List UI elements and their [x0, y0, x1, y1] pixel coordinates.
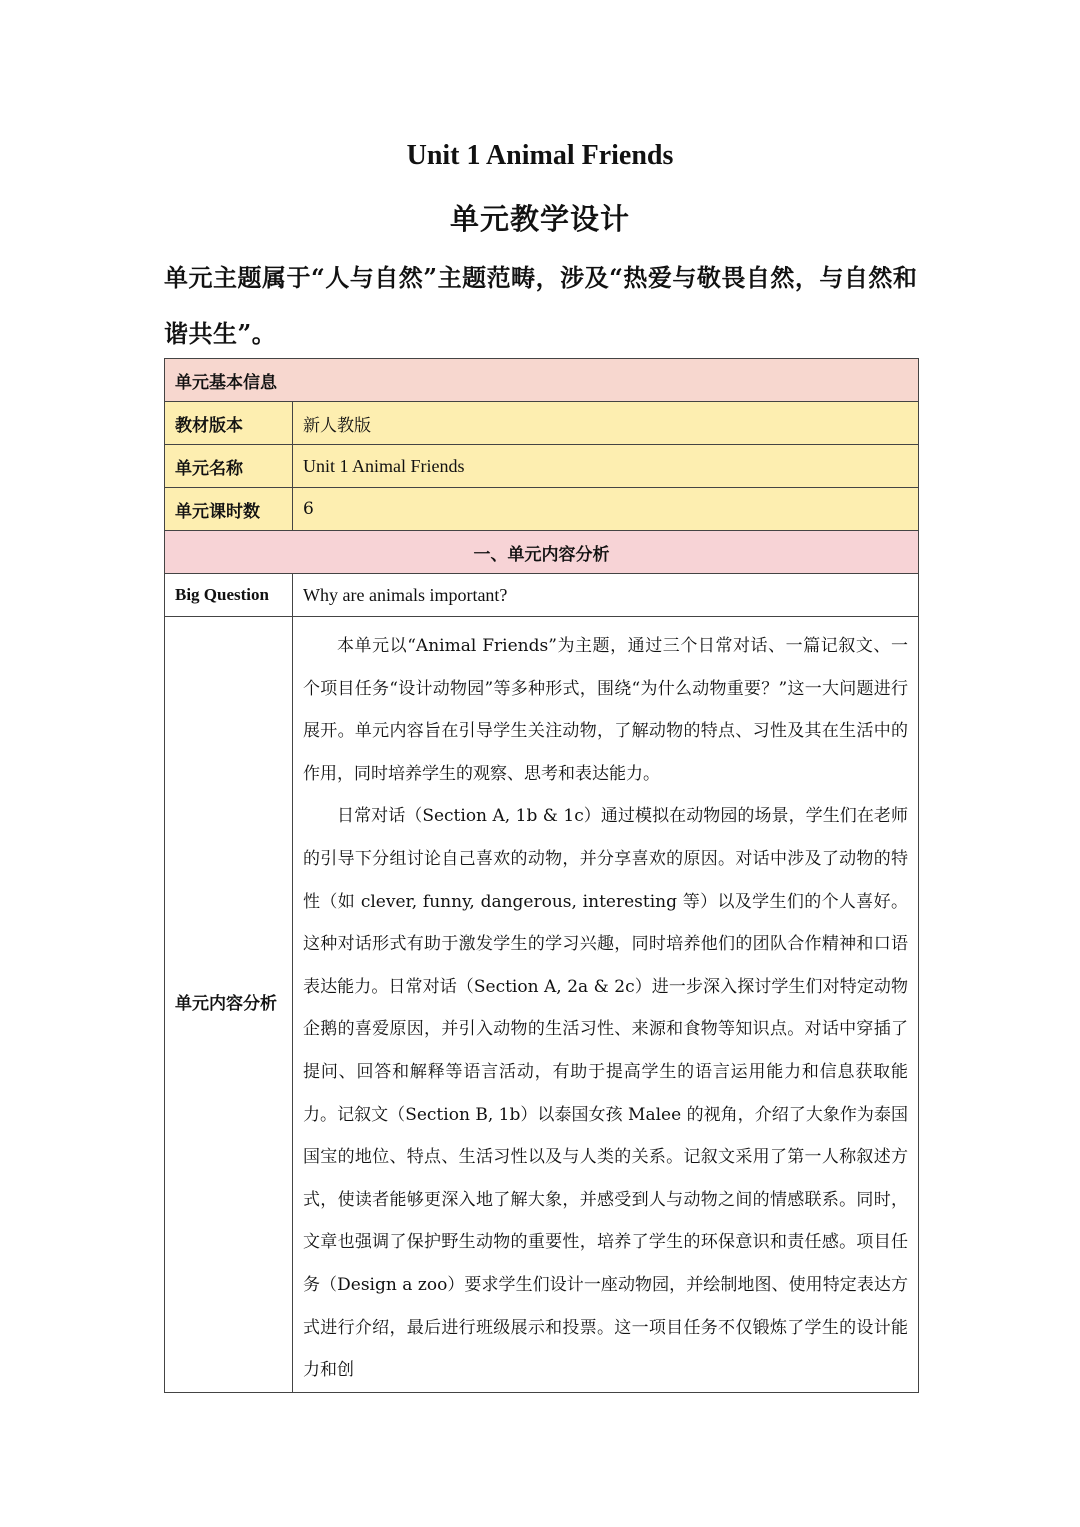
- analysis-label: 单元内容分析: [165, 617, 293, 1393]
- basic-info-heading: 单元基本信息: [165, 359, 919, 402]
- theme-statement: 单元主题属于“人与自然”主题范畴，涉及“热爱与敬畏自然，与自然和谐共生”。: [164, 263, 918, 348]
- analysis-row: [165, 617, 919, 1393]
- unit-name-value: Unit 1 Animal Friends: [293, 445, 919, 488]
- document-title-english: Unit 1 Animal Friends: [406, 140, 674, 171]
- analysis-paragraph: 本单元以“Animal Friends”为主题，通过三个日常对话、一篇记叙文、一个项目任务“设计动物园”等多种形式，围绕“为什么动物重要？”这一大问题进行展开。单元内容旨在引导学生关注动物，了解动物的特点、习性及其在生活中的作用，同时培养学生的观察、思考和表达能力。: [303, 636, 908, 784]
- lesson-count-value: 6: [293, 488, 919, 531]
- unit-name-label: 单元名称: [165, 445, 293, 488]
- table-row: [165, 574, 919, 617]
- section-heading-row: [165, 531, 919, 574]
- analysis-content: [293, 617, 919, 1393]
- big-question-value: Why are animals important?: [293, 574, 919, 617]
- textbook-version-value: 新人教版: [293, 402, 919, 445]
- lesson-count-label: 单元课时数: [165, 488, 293, 531]
- table-row: [165, 488, 919, 531]
- table-row: [165, 445, 919, 488]
- document-title-chinese: 单元教学设计: [449, 202, 630, 236]
- big-question-label: Big Question: [165, 574, 293, 617]
- analysis-paragraph: 日常对话（Section A, 1b & 1c）通过模拟在动物园的场景，学生们在老师的引导下分组讨论自己喜欢的动物，并分享喜欢的原因。对话中涉及了动物的特性（如 clever, funny, dangerous, interesting 等）以及学生们的个人喜好。这种对话形式有助于激发学生的学习兴趣，同时培养他们的团队合作精神和口语表达能力。日常对话（Section A, 2a & 2c）进一步深入探讨学生们对特定动物企鹅的喜爱原因，并引入动物的生活习性、来源和食物等知识点。对话中穿插了提问、回答和解释等语言活动，有助于提高学生的语言运用能力和信息获取能力。记叙文（Section B, 1b）以泰国女孩 Malee 的视角，介绍了大象作为泰国国宝的地位、特点、生活习性以及与人类的关系。记叙文采用了第一人称叙述方式，使读者能够更深入地了解大象，并感受到人与动物之间的情感联系。同时，文章也强调了保护野生动物的重要性，培养了学生的环保意识和责任感。项目任务（Design a zoo）要求学生们设计一座动物园，并绘制地图、使用特定表达方式进行介绍，最后进行班级展示和投票。这一项目任务不仅锻炼了学生的设计能力和创: [303, 806, 908, 1381]
- table-row: [165, 402, 919, 445]
- basic-info-header-row: [165, 359, 919, 402]
- section-heading: 一、单元内容分析: [165, 531, 919, 574]
- textbook-version-label: 教材版本: [165, 402, 293, 445]
- unit-info-table: [164, 358, 919, 1393]
